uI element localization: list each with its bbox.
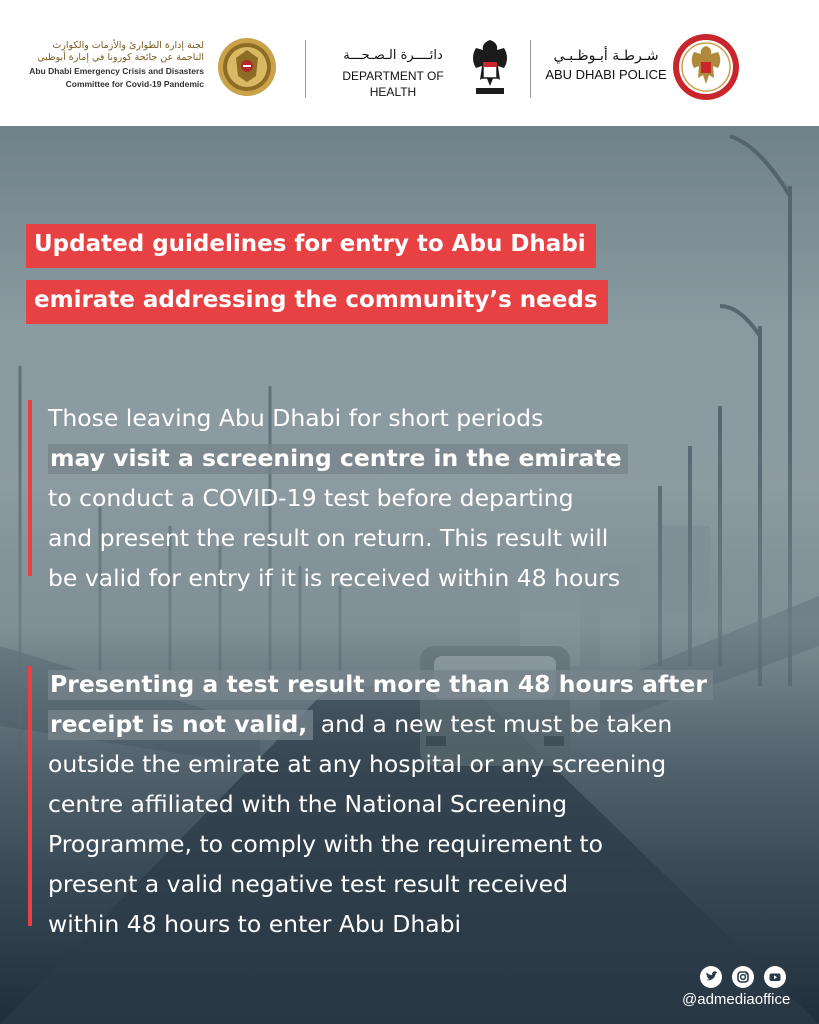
police-arabic: شـرطـة أبـوظـبـي xyxy=(553,48,659,64)
p1-line-1: Those leaving Abu Dhabi for short periods xyxy=(48,404,544,432)
p1-line-3: to conduct a COVID-19 test before departing xyxy=(48,484,574,512)
header-divider-2 xyxy=(530,40,531,98)
paragraph-1-accent-bar xyxy=(28,400,32,576)
social-handle[interactable]: @admediaoffice xyxy=(682,991,791,1008)
crisis-committee-arabic-line1: لجنة إدارة الطوارئ والأزمات والكوارث xyxy=(52,40,204,51)
paragraph-1-text xyxy=(48,398,628,598)
uae-gold-emblem-icon xyxy=(212,36,282,98)
police-title xyxy=(544,48,668,83)
p2-line-6: present a valid negative test result received xyxy=(48,870,569,898)
p1-line-2 xyxy=(48,438,628,478)
headline-line-1: Updated guidelines for entry to Abu Dhabi xyxy=(26,224,596,268)
p2-line-3: outside the emirate at any hospital or any screening xyxy=(48,750,667,778)
doh-english: DEPARTMENT OF HEALTH xyxy=(342,69,444,99)
p1-line-4: and present the result on return. This result will xyxy=(48,524,609,552)
crisis-committee-arabic-line2: الناجمة عن جائحة كورونا في إمارة أبوظبي xyxy=(37,52,204,63)
police-falcon-emblem-icon xyxy=(670,32,742,102)
logo-header xyxy=(0,0,819,126)
p2-highlight-2: receipt is not valid, xyxy=(48,710,313,740)
p2-line-5: Programme, to comply with the requirement to xyxy=(48,830,603,858)
p2-highlight-1: Presenting a test result more than 48 hours after xyxy=(48,670,713,700)
twitter-icon[interactable] xyxy=(700,966,722,988)
crisis-committee-english-line2: Committee for Covid-19 Pandemic xyxy=(65,79,204,89)
p2-line-1 xyxy=(48,664,713,704)
crisis-committee-english-line1: Abu Dhabi Emergency Crisis and Disasters xyxy=(29,66,204,76)
p2-line-4: centre affiliated with the National Screening xyxy=(48,790,568,818)
instagram-icon[interactable] xyxy=(732,966,754,988)
abu-dhabi-falcon-icon xyxy=(466,36,514,98)
p2-line-7: within 48 hours to enter Abu Dhabi xyxy=(48,910,462,938)
paragraph-2-text xyxy=(48,664,713,944)
p2-line-2 xyxy=(48,704,713,744)
crisis-committee-title xyxy=(14,40,204,90)
paragraph-2-accent-bar xyxy=(28,666,32,926)
police-english: ABU DHABI POLICE xyxy=(545,67,667,82)
youtube-icon[interactable] xyxy=(764,966,786,988)
p1-highlight: may visit a screening centre in the emirate xyxy=(48,444,628,474)
header-divider xyxy=(305,40,306,98)
headline xyxy=(26,224,598,313)
doh-arabic: دائــــرة الـصـحـــة xyxy=(343,48,443,63)
p2-line-2-rest: and a new test must be taken xyxy=(313,710,673,738)
p1-line-5: be valid for entry if it is received within 48 hours xyxy=(48,564,621,592)
headline-line-2: emirate addressing the community’s needs xyxy=(26,280,608,324)
department-of-health-title xyxy=(322,48,464,100)
